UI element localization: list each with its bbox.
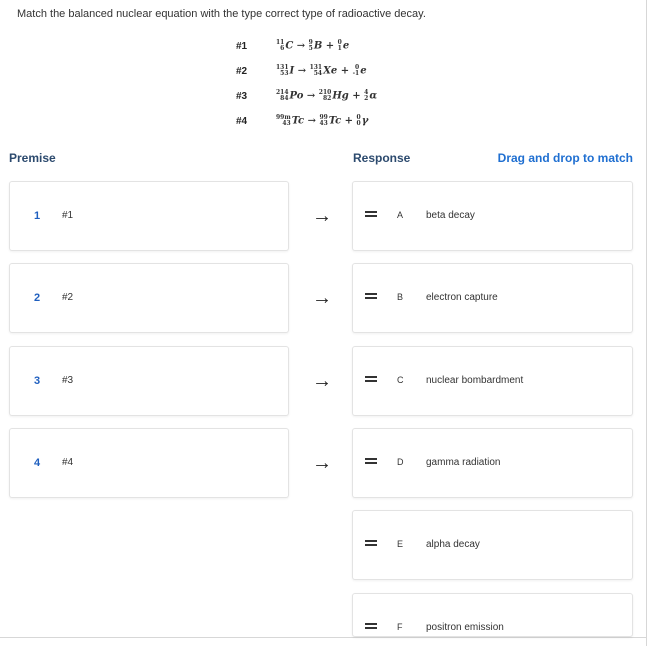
drag-handle-icon[interactable]: [365, 623, 377, 633]
response-label: beta decay: [426, 210, 475, 221]
premise-header: Premise: [9, 151, 56, 165]
equation-row: [236, 62, 367, 80]
isotope-numbers: [353, 65, 360, 77]
element-symbol: Po: [289, 90, 304, 102]
isotope-numbers: [319, 90, 332, 102]
element-symbol: Tc: [328, 115, 342, 127]
element-symbol: Hg: [332, 90, 349, 102]
atomic-number: 84: [280, 95, 289, 102]
isotope-numbers: [309, 40, 313, 52]
equation-number: #1: [236, 40, 248, 52]
response-letter: A: [397, 210, 404, 220]
drag-handle-icon[interactable]: [365, 458, 377, 468]
response-option-f[interactable]: [352, 593, 633, 637]
arrow-right-icon: →: [312, 287, 332, 309]
isotope-numbers: [310, 65, 323, 77]
equation: [276, 40, 349, 52]
drag-handle-icon[interactable]: [365, 540, 377, 550]
mass-number: 9: [308, 39, 313, 46]
element-symbol: C: [285, 40, 294, 52]
response-label: positron emission: [426, 622, 504, 633]
drag-handle-icon[interactable]: [365, 376, 377, 386]
response-label: gamma radiation: [426, 457, 501, 468]
equation-operator: +: [341, 115, 357, 127]
isotope-numbers: [364, 90, 368, 102]
equation-operator: →: [304, 115, 320, 127]
element-symbol: Tc: [291, 115, 305, 127]
atomic-number: 0: [356, 120, 361, 127]
response-header: Response: [353, 151, 411, 165]
premise-label: #4: [62, 457, 74, 468]
equation: [276, 90, 377, 102]
equation: [276, 65, 367, 77]
premise-label: #1: [62, 210, 74, 221]
mass-number: 210: [318, 89, 332, 96]
response-label: nuclear bombardment: [426, 375, 524, 386]
response-option-b[interactable]: [352, 263, 633, 333]
response-option-d[interactable]: [352, 428, 633, 498]
response-option-a[interactable]: [352, 181, 633, 251]
response-letter: D: [397, 457, 404, 467]
isotope-numbers: [276, 115, 291, 127]
atomic-number: 1: [337, 45, 342, 52]
equation-number: #4: [236, 115, 248, 127]
element-symbol: Xe: [323, 65, 338, 77]
response-letter: B: [397, 292, 404, 302]
isotope-numbers: [276, 40, 284, 52]
equation-row: [236, 112, 368, 130]
element-symbol: γ: [361, 115, 369, 127]
equation-number: #3: [236, 90, 248, 102]
isotope-numbers: [276, 65, 289, 77]
response-letter: E: [397, 539, 404, 549]
drag-handle-icon[interactable]: [365, 211, 377, 221]
equation-row: [236, 37, 349, 55]
equation-number: #2: [236, 65, 248, 77]
mass-number: 0: [356, 114, 361, 121]
element-symbol: α: [369, 90, 378, 102]
isotope-numbers: [338, 40, 342, 52]
equation-operator: →: [293, 40, 309, 52]
atomic-number: 2: [364, 95, 369, 102]
mass-number: 99: [319, 114, 328, 121]
question-text: Match the balanced nuclear equation with the type correct type of radioactive decay.: [17, 8, 426, 20]
element-symbol: B: [313, 40, 323, 52]
atomic-number: 43: [282, 120, 291, 127]
equation-operator: +: [337, 65, 353, 77]
arrow-right-icon: →: [312, 452, 332, 474]
response-label: alpha decay: [426, 539, 480, 550]
drag-instruction: Drag and drop to match: [497, 151, 633, 165]
atomic-number: 5: [308, 45, 313, 52]
mass-number: 11: [276, 39, 285, 46]
response-letter: C: [397, 375, 404, 385]
bottom-border: [0, 637, 647, 638]
arrow-right-icon: →: [312, 370, 332, 392]
mass-number: 99m: [276, 114, 291, 121]
mass-number: 131: [309, 64, 323, 71]
drag-handle-icon[interactable]: [365, 293, 377, 303]
element-symbol: I: [289, 65, 295, 77]
premise-number: 2: [34, 292, 41, 304]
atomic-number: 82: [322, 95, 332, 102]
premise-label: #3: [62, 375, 74, 386]
atomic-number: 54: [313, 70, 323, 77]
premise-slot-1[interactable]: [9, 181, 289, 251]
equation-row: [236, 87, 377, 105]
atomic-number: -1: [352, 70, 360, 77]
response-option-e[interactable]: [352, 510, 633, 580]
response-option-c[interactable]: [352, 346, 633, 416]
atomic-number: 53: [280, 70, 289, 77]
equation-operator: →: [303, 90, 319, 102]
isotope-numbers: [357, 115, 361, 127]
element-symbol: e: [342, 40, 350, 52]
isotope-numbers: [276, 90, 289, 102]
premise-number: 4: [34, 457, 41, 469]
mass-number: 4: [364, 89, 369, 96]
response-label: electron capture: [426, 292, 498, 303]
response-letter: F: [397, 622, 403, 632]
equation-operator: →: [294, 65, 310, 77]
atomic-number: 6: [280, 45, 285, 52]
atomic-number: 43: [319, 120, 328, 127]
arrow-right-icon: →: [312, 205, 332, 227]
premise-number: 3: [34, 375, 41, 387]
equation-operator: +: [348, 90, 365, 102]
premise-number: 1: [34, 210, 41, 222]
mass-number: 0: [337, 39, 342, 46]
mass-number: 214: [276, 89, 289, 96]
element-symbol: e: [360, 65, 367, 77]
premise-slot-2[interactable]: [9, 263, 289, 333]
mass-number: 0: [355, 64, 360, 71]
premise-slot-3[interactable]: [9, 346, 289, 416]
isotope-numbers: [319, 115, 327, 127]
mass-number: 131: [276, 64, 289, 71]
premise-label: #2: [62, 292, 74, 303]
equation: [276, 115, 368, 127]
premise-slot-4[interactable]: [9, 428, 289, 498]
equation-operator: +: [322, 40, 338, 52]
